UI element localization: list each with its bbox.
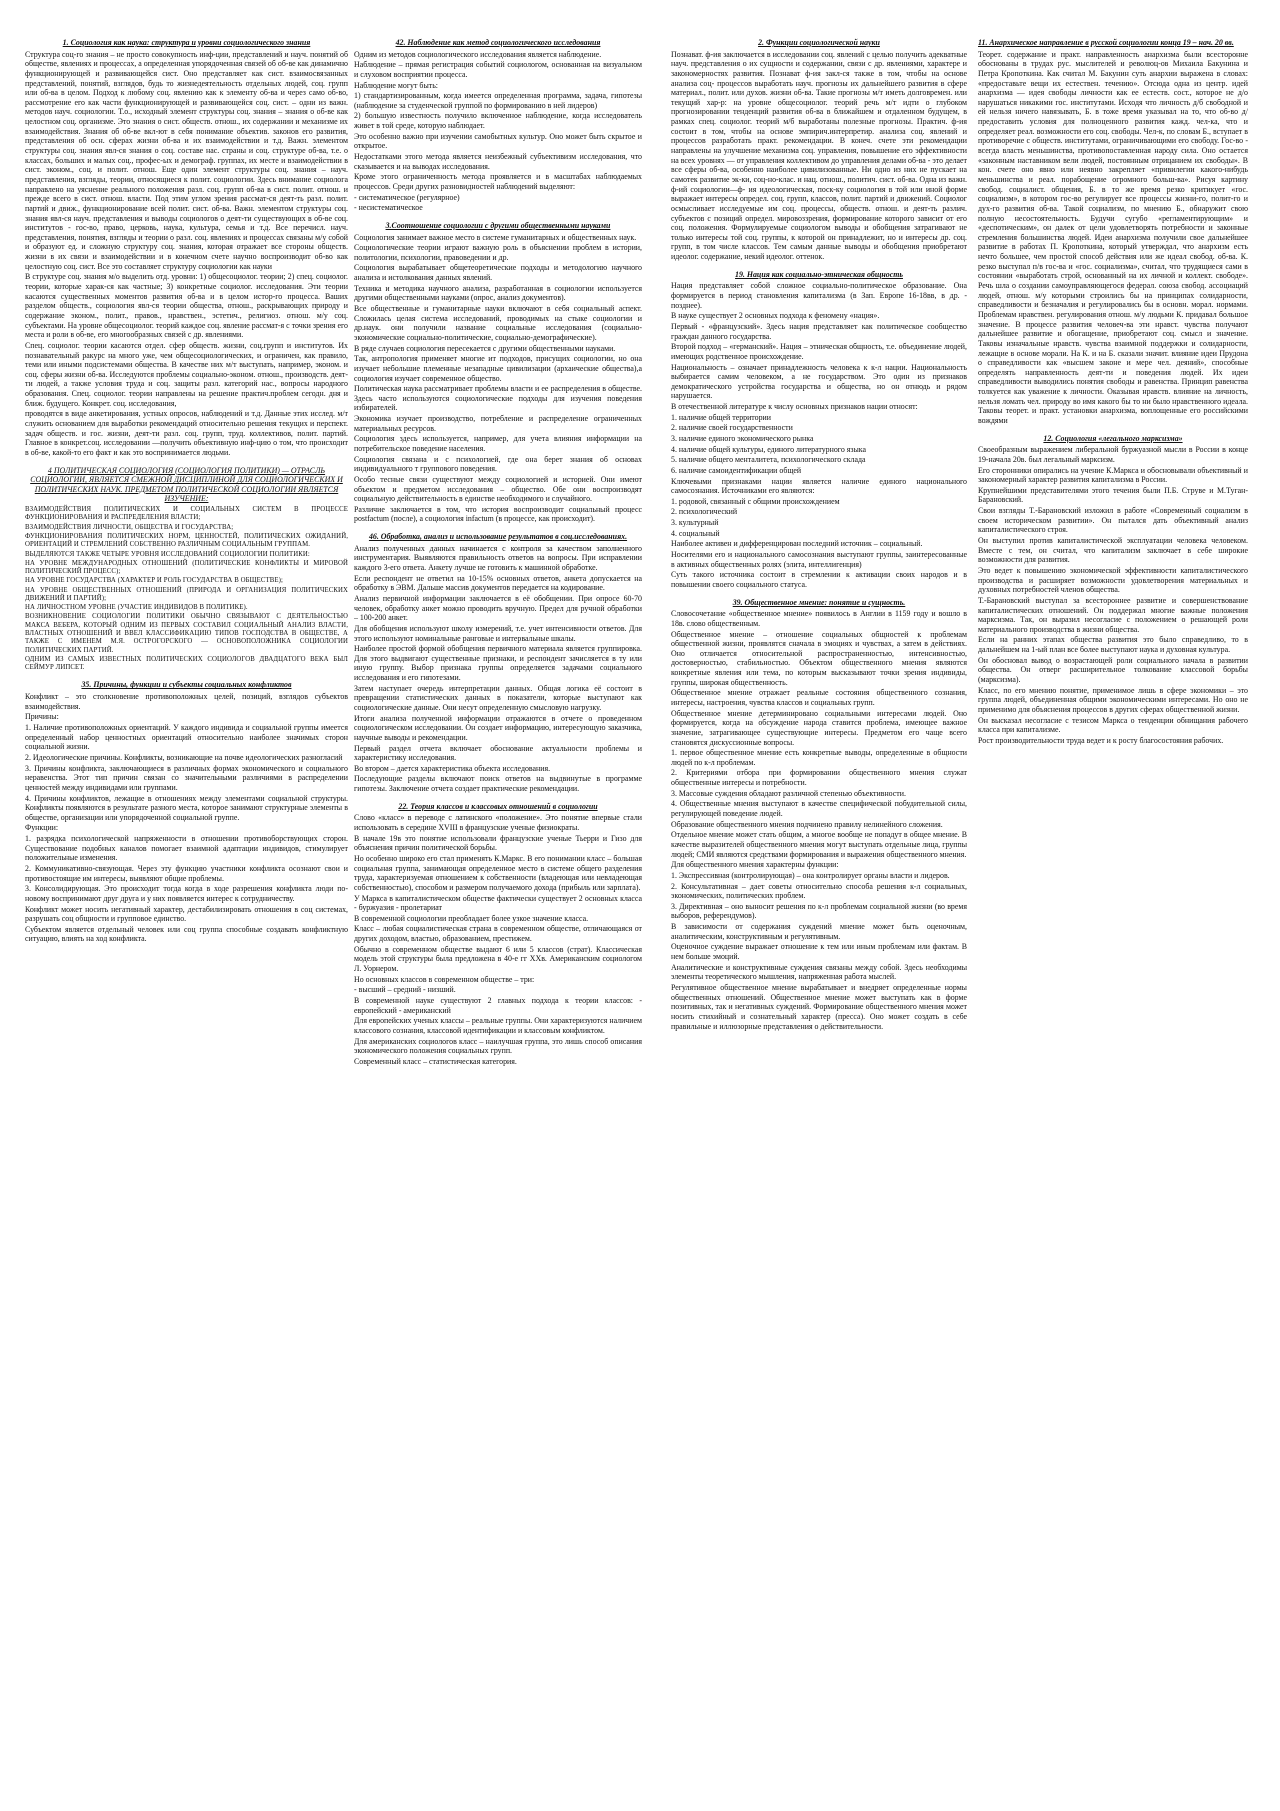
paragraph: Социология связана и с психологией, где она берет знания об основах индивидуального т группового поведения. bbox=[354, 454, 642, 474]
paragraph: Первый раздел отчета включает обоснование актуальности проблемы и характеристику исследования. bbox=[354, 743, 642, 763]
paragraph: Социология занимает важное место в системе гуманитарных и общественных наук. bbox=[354, 232, 637, 242]
paragraph: Но основных классов в современном обществе – три: bbox=[354, 974, 535, 984]
paragraph: В отечественной литературе к числу основных признаков нации относят: bbox=[671, 402, 918, 412]
section bbox=[25, 680, 348, 944]
paragraph: Класс, по его мнению понятие, применимое лишь в сфере экономики – это группа людей, объединенная общими экономическими интересами. Но оно не применимо для объяснения процессов в других сферах общественной жизни. bbox=[978, 685, 1248, 714]
section bbox=[354, 221, 642, 524]
paragraph: 2. Коммуникативно-связующая. Через эту функцию участники конфликта осознают свои и противостоящие им интересы, выявляют общие проблемы. bbox=[25, 863, 348, 883]
paragraph: Так, антропология применяет многие ит подходов, присущих социологии, но она изучает небольшие племенные незападные цивилизации (архаические общества),а социология изучает современное общество. bbox=[354, 354, 642, 383]
section bbox=[25, 466, 348, 673]
paragraph: Теорет. содержание и практ. направленность анархизма были всесторонне обоснованы в трудах рус. мыслителей и революц-ов Михаила Бакунина и Петра Кропоткина. Как считал М. Бакунин суть анархии выражена в словах: «предоставьте вещи их естествен. течению». Отсюда одна из центр. идей анархизма — идея свободы личности как ее естеств. сост., которое не д/о нарушаться никакими гос. институтами. Исходя что личность д/б свободной и ей нельзя ничего навязывать, Б. в тоже время указывал на то, что об-во д/ предоставить условия для полноценного развития кажд. чел-ка, что и определяет реал. возможности его соц. свободы. Чел-к, по словам Б., вступает в противоречие с обществ. институтами, ограничивающими его свободу. Гос-во - всегда власть меньшинства, противопоставленная народу сила. Оно остается «законным наставником вели людей, постоянным отрицанием их свободы». В кон. счете оно явно или неявно закрепляет «привилегии какого-нибудь меньшинства и реал. порабощение огромного больш-ва». Рисуя картину свобод. социалист. общения, Б. в то же время резко критикует «гос. социализм», в котором гос-во регулирует все процессы жизни-го, полит-го и дух-го развития об-ва. Такой социализм, по мнению Б., обнаружит свою полную несостоятельность. Будучи сугубо «регламентирующим» и «деспотическим», он далек от цели удовлетворять потребности и законные стремления большинства людей. Идеи анархизма получили свое дальнейшее развитие в работах П. Кропоткина, который утверждал, что анархизм есть нечто большее, чем простой способ действия или же идеал свобод. об-ва. К. резко выступал п/в гос-ва и «гос. социализма», считал, что трудящиеся сами в состоянии «выработать строй, основанный на их личной и коллект. свободе». Речь шла о создании самоуправляющегося федерал. союза свобод. ассоциаций людей, отнош. м/у которыми строились бы на принципах солидарности, справедливости и безначалия и регулировались бы в основн. морал. нормами. Проблемам нравствен. регулирования отнош. м/у людьми К. придавал большое значение. В процессе развития человеч-ва эти нравст. чувства получают дальнейшее развитие и обогащение, приобретают соц. смысл и значение. Таковы изначальные нравств. чувства взаимной поддержки и солидарности, лежащие в основе морали. На К. и на Б. сказали значит. влияние идеи Прудона о справедливости как «высшем законе и мере чел. деяний», способные определять направленность деят-ти и поведения людей. Их идеи справедливости выводились понятия свободы и равенства. Принцип равенства толкуется как уважение к личности. Оказывая нравств. влияние на личность, нельзя ломать чел. природу во имя какого бы то ни было нравственного идеала. Таковы теорет. и практ. установки анархизма, воплощенные его российскими вождями bbox=[978, 49, 1248, 425]
paragraph: Первый - «французский». Здесь нация представляет как политическое сообщество граждан данного государства. bbox=[671, 321, 967, 341]
paragraph: Если респондент не ответил на 10-15% основных ответов, анкета допускается на обработку в ЭВМ. Дальше массив документов передается на кодирование. bbox=[354, 573, 642, 593]
paragraph: ОДНИМ ИЗ САМЫХ ИЗВЕСТНЫХ ПОЛИТИЧЕСКИХ СОЦИОЛОГОВ ДВАДЦАТОГО ВЕКА БЫЛ СЕЙМУР ЛИПСЕТ. bbox=[25, 655, 348, 672]
paragraph: Социология вырабатывает общетеоретические подходы и методологию научного анализа и истолкования данных явлений. bbox=[354, 263, 642, 283]
paragraph: Общественное мнение – отношение социальных общностей к проблемам общественной жизни, проявлятся сначала в эмоциях и чувствах, а затем в действиях. Оно отличается относительной распространенностью, интенсивностью, достоверностью, стабильностью. Объектом общественного мнения являются конкретные явления или тема, по которым высказывают точки зрения индивиды, группы, широкая общественность. bbox=[671, 629, 967, 687]
section bbox=[25, 38, 348, 458]
section-heading: 4 ПОЛИТИЧЕСКАЯ СОЦИОЛОГИЯ (СОЦИОЛОГИЯ ПОЛИТИКИ) — ОТРАСЛЬ СОЦИОЛОГИИ, ЯВЛЯЕТСЯ СМЕЖНОЙ ДИСЦИПЛИНОЙ ДЛЯ СОЦИОЛОГИЧЕСКИХ И ПОЛИТИЧЕСКИХ НАУК. ПРЕДМЕТОМ ПОЛИТИЧЕСКОЙ СОЦИОЛОГИИ ЯВЛЯЕТСЯ ИЗУЧЕНИЕ: bbox=[30, 465, 343, 504]
paragraph: ВОЗНИКНОВЕНИЕ СОЦИОЛОГИИ ПОЛИТИКИ ОБЫЧНО СВЯЗЫВАЮТ С ДЕЯТЕЛЬНОСТЬЮ МАКСА ВЕБЕРА, КОТОРЫЙ ОДНИМ ИЗ ПЕРВЫХ СОСТАВИЛ СОЦИАЛЬНЫЙ АНАЛИЗ ВЛАСТИ, ВЛАСТНЫХ ОТНОШЕНИЙ И ВВЕЛ КЛАССИФИКАЦИЮ ТИПОВ ГОСПОДСТВА В ОБЩЕСТВЕ, А ТАКЖЕ С ИМЕНЕМ М.Я. ОСТРОГОРСКОГО — ОСНОВОПОЛОЖНИКА СОЦИОЛОГИИ ПОЛИТИЧЕСКИХ ПАРТИЙ. bbox=[25, 613, 348, 654]
paragraph: Если на ранних этапах общества развития это было справедливо, то в дальнейшем на 1-ый план все более выступают наука и духовная культура. bbox=[978, 635, 1248, 655]
paragraph: ФУНКЦИОНИРОВАНИЯ ПОЛИТИЧЕСКИХ НОРМ, ЦЕННОСТЕЙ, ПОЛИТИЧЕСКИХ ОЖИДАНИЙ, ОРИЕНТАЦИЙ И СТРЕМЛЕНИЙ СОБСТВЕННО РАЗЛИЧНЫМ СОЦИАЛЬНЫМ ГРУППАМ. bbox=[25, 532, 348, 549]
paragraph: Конфликт – это столкновение противоположных целей, позиций, взглядов субъектов взаимодействия. bbox=[25, 692, 348, 711]
paragraph: Во втором – дается характеристика объекта исследования. bbox=[354, 763, 551, 773]
section-heading: 11. Анархическое направление в русской социологии конца 19 – нач. 20 вв. bbox=[978, 38, 1234, 47]
paragraph: Кроме этого ограниченность метода проявляется и в масштабах наблюдаемых процессов. Среди других разновидностей наблюдений выделяют: bbox=[354, 172, 642, 191]
paragraph: Он высказал несогласие с тезисом Маркса о тенденции обнищания рабочего класса при капитализме. bbox=[978, 715, 1248, 735]
paragraph: Суть такого источника состоит в стремлении к активации своих народов и в повышении своего социального статуса. bbox=[671, 570, 967, 589]
paragraph: Для обобщения используют школу измерений, т.е. учет интенсивности ответов. Для этого используют номинальные ранговые и интервальные шкалы. bbox=[354, 623, 642, 643]
paragraph: Одним из методов социологического исследования является наблюдение. bbox=[354, 49, 602, 59]
paragraph: Все общественные и гуманитарные науки включают в себя социальный аспект. Сложилась целая система исследований, проводимых на стыке социологии и др.наук. они получили название социальные исследования (социально-экономические социально-политические, социально-демографические). bbox=[354, 304, 642, 342]
section-heading: 46. Обработка, анализ и использование результатов в соц.исследованиях. bbox=[368, 532, 628, 542]
paragraph: Нация представляет собой сложное социально-политическое образование. Она формируется в период становления капитализма (в Зап. Европе 16-18вв, в др. - позднее). bbox=[671, 281, 967, 310]
paragraph: ВЗАИМОДЕЙСТВИЯ ЛИЧНОСТИ, ОБЩЕСТВА И ГОСУДАРСТВА; bbox=[25, 523, 234, 531]
paragraph: Наблюдение – прямая регистрация событий социологом, основанная на визуальном и слуховом восприятии процесса. bbox=[354, 60, 642, 79]
paragraph: Для общественного мнения характерны функции: bbox=[671, 860, 839, 870]
paragraph: 6. наличие самоидентификации общей bbox=[671, 465, 802, 475]
paragraph: Особо тесные связи существуют между социологией и историей. Они имеют объектом и предметом исследования – общество. Обе они воспроизводят социальную действительность в единстве необходимого и случайного. bbox=[354, 474, 642, 504]
paragraph: 1. Экспрессивная (контролирующая) – она контролирует органы власти и лидеров. bbox=[671, 870, 950, 880]
paragraph: Оценочное суждение выражает отношение к тем или иным проблемам или фактам. В нем больше эмоций. bbox=[671, 942, 967, 962]
paragraph: Но особенно широко его стал применять К.Маркс. В его понимании класс – большая социальная группа, занимающая определенное место в системе общего разделения труда, характеризуемая отношением к собственности (владеющая или невладеющая собственностью), способом и размером получаемого дохода (прибыль или зарплата). bbox=[354, 853, 642, 892]
paragraph: 2. наличие своей государственности bbox=[671, 423, 793, 433]
paragraph: Второй подход – «германский». Нация – этническая общность, т.е. объединение людей, имеющих родственное происхождение. bbox=[671, 342, 967, 361]
paragraph: В начале 19в это понятие использовали французские ученые Тьерри и Гизо для объяснения причин политической борьбы. bbox=[354, 833, 642, 853]
paragraph: Общественное мнение отражает реальные состояния общественного сознания, интересы, настроения, чувства классов и социальных групп. bbox=[671, 688, 967, 707]
paragraph: 2. Критериями отбора при формировании общественного мнения служат общественные интересы и потребности. bbox=[671, 768, 967, 788]
section bbox=[671, 270, 967, 590]
paragraph: Ключевыми признаками нации является наличие единого национального самосознания. Источниками его являются: bbox=[671, 476, 967, 496]
paragraph: Конфликт может носить негативный характер, дестабилизировать отношения в соц системах, разрушать соц общности и групповое единство. bbox=[25, 904, 348, 924]
paragraph: Его сторонники опирались на учение К.Маркса и обосновывали объективный и закономерный характер развития капитализма в России. bbox=[978, 465, 1248, 485]
paragraph: Экономика изучает производство, потребление и распределение ограниченных материальных ресурсов. bbox=[354, 414, 642, 433]
column-4 bbox=[978, 38, 1248, 1358]
section-heading: 2. Функции социологической науки bbox=[758, 38, 880, 47]
paragraph: Регулятивное общественное мнение вырабатывает и внедряет определенные нормы общественных отношений. Общественное мнение может выступать как в форме позитивных, так и негативных суждений. Формирование общественного мнения может носить стихийный и сознательный характер (пресса). Оно может создать в себе правильные и иллюзорные представления о действительности. bbox=[671, 982, 967, 1031]
paragraph: Структура соц-го знания – не просто совокупность инф-ции, представлений и науч. понятий об обществе, явлениях и процессах, а определенная упорядоченная связей об об-ве как динамично функционирующей и развивающейся сист. Оно представляет как сист. взаимосвязанных представлений, понятий, взглядов, будь то жизнедеятельность отдельных людей, соц. групп или об-ва в целом. Подход к любому соц. явлению как к элементу об-ва и через само об-во, рассмотрение его как части функционирующей и развивающейся соц. сист. – одни из важн. методов науч. социологии. Т.о., исходный элемент структуры соц. знания – знания о об-ве как целостном соц. организме. Это знания о сист. обществ. отнош., их содержании и механизме их взаимодействия. Знания об об-ве вкл-ют в себя понимание объектив. законов его развития, представления об осн. сферах жизни об-ва и их взаимодействии и т.д. Важн. элементом структуры соц. знания явл-ся знания о соц. составе нас. страны и соц. структуре об-ва, т.е. о классах, больших и малых соц., профес-ых и демограф. группах, их месте и взаимодействии в сист. эконом., соц. и полит. отнош. Еще один элемент структуры соц. знания – науч. представления, взгляды, теории, относящиеся к полит. социологии. Здесь внимание социолога направлено на уяснение реального положения разл. соц. групп об-ва в сист. полит. отнош. и прежде всего в сист. отнош. власти. Под этим углом зрения рассмат-ся деят-ть разл. полит. партий и движ., функционирование всей полит. сист. об-ва. Важн. элементом структуры соц. знания явл-ся науч. представления и выводы социологов о деят-ти существующих в об-ве соц. институтов - гос-во, право, церковь, наука, культура, семья и т.д. Все перечисл. науч. представления, понятия, взгляды и теории о разл. соц. явлениях и процессах связаны м/у собой и образуют ед. и сложную структуру соц. знания, которая отражает все стороны обществ. жизни в их связи и взаимодействии и в конечном счете научно воспроизводит об-во как целостную соц. сист. Все это составляет структуру социологии как науки bbox=[25, 49, 348, 271]
paragraph: 1. наличие общей территории bbox=[671, 412, 771, 422]
paragraph: Наиболее простой формой обобщения первичного материала является группировка. Для этого выдвигают существенные признаки, и респондент зачисляется в ту или иную группу. Выбор признака группы определяется задачами социального исследования и его гипотезами. bbox=[354, 644, 642, 683]
section bbox=[354, 532, 642, 794]
paragraph: Обычно в современном обществе выдают 6 или 5 классов (страт). Классическая модель этой структуры была предложена в 40-е гг XXв. Американским социологом Л. Уорнером. bbox=[354, 944, 642, 974]
paragraph: Наблюдение могут быть: bbox=[354, 80, 438, 90]
paragraph: Отдельное мнение может стать общим, а многое вообще не попадут в общее мнение. В качестве выразителей общественного мнения могут выступать отдельные лица, группы людей; СМИ являются средствами формирования и выражения общественного мнения. bbox=[671, 830, 967, 859]
section bbox=[354, 38, 642, 213]
paragraph: Спец. социолог. теории касаются отдел. сфер обществ. жизни, соц.групп и институтов. Их познавательный ракурс на много уже, чем общесоциологических, и ограничен, как правило, теми или иными подсистемами общества. В качестве них м/т выступать, например, эконом. и соц. сферы жизни об-ва. Исследуются проблемы социально-эконом. отнош., производств. деят-ти людей, а также условия труда и соц. защиты разл. категорий нас., вопросы народного образования. Спец. социолог. теории направлены на решение практич.проблем сегодн. дня и ближ. будущего. Конкрет. соц. исследования, bbox=[25, 340, 348, 408]
paragraph: Слово «класс» в переводе с латинского «положение». Это понятие впервые стали использовать в середине XVIII в французские ученые физиократы. bbox=[354, 813, 642, 833]
paragraph: Это особенно важно при изучении самобытных культур. Оно может быть скрытое и открытое. bbox=[354, 131, 642, 151]
paragraph: Политическая наука рассматривает проблемы власти и ее распределения в обществе. Здесь часто используются социологические подходы для изучения поведения избирателей. bbox=[354, 384, 642, 413]
paragraph: В современной науке существуют 2 главных подхода к теории классов: - европейский - американский bbox=[354, 995, 642, 1015]
paragraph: В зависимости от содержания суждений мнение может быть оценочным, аналитическим, конструктивным и регулятивным. bbox=[671, 922, 967, 941]
paragraph: Он выступил против капиталистической эксплуатации человека человеком. Вместе с тем, он считал, что капитализм заключает в себе широкие возможности для развития. bbox=[978, 536, 1248, 565]
paragraph: Недостатками этого метода является неизбежный субъективизм исследования, что сказывается и на выводах исследования. bbox=[354, 152, 642, 171]
column-1 bbox=[25, 38, 348, 1738]
paragraph: 4. Причины конфликтов, лежащие в отношениях между элементами социальной структуры. Конфликты появляются в результате разного места, которое занимают структурные элементы в обществе, организации или упорядоченной социальной группе. bbox=[25, 793, 348, 822]
paragraph: ВЗАИМОДЕЙСТВИЯ ПОЛИТИЧЕСКИХ И СОЦИАЛЬНЫХ СИСТЕМ В ПРОЦЕССЕ ФУНКЦИОНИРОВАНИЯ И РАСПРЕДЕЛЕНИЯ ВЛАСТИ; bbox=[25, 506, 348, 522]
paragraph: Социологические теории играют важную роль в объяснении проблем в истории, политологии, психологии, правоведении и др. bbox=[354, 243, 642, 262]
paragraph: В ряде случаев социология пересекается с другими общественными науками. bbox=[354, 343, 616, 353]
paragraph: Техника и методика научного анализа, разработанная в социологии используется другими общественными науками (опрос, анализ документов). bbox=[354, 283, 642, 303]
paragraph: 2. Идеологические причины. Конфликты, возникающие на почве идеологических разногласий bbox=[25, 752, 343, 762]
paragraph: Анализ первичной информации заключается в её обобщении. При опросе 60-70 человек, обработку анкет можно проводить вручную. Предел для ручной обработки – 100-200 анкет. bbox=[354, 593, 642, 623]
paragraph: Итоги анализа полученной информации отражаются в отчете о проведенном социологическом исследовании. Он создает информацию, интересующую заказчика, научные выводы и рекомендации. bbox=[354, 713, 642, 742]
paragraph: 2. Консультативная – дает советы относительно способа решения к-л социальных, экономических, политических проблем. bbox=[671, 881, 967, 901]
section-heading: 39. Общественное мнение: понятие и сущность. bbox=[732, 597, 906, 607]
paragraph: Словосочетание «общественное мнение» появилось в Англии в 1159 году и вошло в 18в. слово общественным. bbox=[671, 609, 967, 628]
paragraph: НА УРОВНЕ МЕЖДУНАРОДНЫХ ОТНОШЕНИЙ (ПОЛИТИЧЕСКИЕ КОНФЛИКТЫ И МИРОВОЙ ПОЛИТИЧЕСКИЙ ПРОЦЕСС); bbox=[25, 559, 348, 576]
paragraph: 1) стандартизированным, когда имеется определенная программа, задача, гипотезы (наблюдение за студенческой группой по формированию в ней лидеров) bbox=[354, 91, 642, 110]
paragraph: 4. Общественные мнения выступают в качестве специфической побудительной силы, регулирующей поведение людей. bbox=[671, 799, 967, 819]
section bbox=[978, 38, 1248, 426]
paragraph: Для европейских ученых классы – реальные группы. Они характеризуются наличием классового сознания, классовой идентификации и классовым конфликтом. bbox=[354, 1016, 642, 1035]
section bbox=[671, 38, 967, 262]
paragraph: НА ЛИЧНОСТНОМ УРОВНЕ (УЧАСТИЕ ИНДИВИДОВ В ПОЛИТИКЕ). bbox=[25, 604, 248, 612]
paragraph: Общественное мнение детерминировано социальными интересами людей. Оно формируется, когда на обсуждение народа ставится проблема, имеющее важное значение, затрагивающее существующие интересы. Предметом его чаще всего становятся дискуссионные вопросы. bbox=[671, 708, 967, 747]
paragraph: Последующие разделы включают поиск ответов на выдвинутые в программе гипотезы. Заключение отчета создает практические рекомендации. bbox=[354, 774, 642, 794]
paragraph: Он обосновал вывод о возрастающей роли социального начала в развитии общества. Он отверг расширительное толкование классовой борьбы (марксизма). bbox=[978, 655, 1248, 684]
paragraph: Наиболее активен и дифференцирован последний источник – социальный. bbox=[671, 539, 923, 549]
paragraph: Субъектом является отдельный человек или соц группа способные создавать конфликтную ситуацию, влиять на ход конфликта. bbox=[25, 924, 348, 944]
paragraph: - высший – средний - низший. bbox=[354, 985, 456, 995]
paragraph: Национальность – означает принадлежность человека к к-л нации. Национальность выбирается самим человеком, а не государством. Это один из признаков демократического устройства государства и общества, но он отнюдь и рядом нарушается. bbox=[671, 362, 967, 401]
paragraph: Класс – любая социалистическая страна в современном обществе, отличающаяся от других доходом, властью, образованием, престижем. bbox=[354, 924, 642, 944]
paragraph: проводятся в виде анкетирования, устных опросов, наблюдений и т.д. Данные этих исслед. м/т служить основанием для выработки рекомендаций относительно решения текущих и перспект. задач обществ. и гос. жизни, деят-ти разл. соц. групп, труд. коллективов, полит. партий. Главное в конкрет.соц. исследовании —получить объективную инф-цию о том, что происходит в об-ве, какой-то его факт и как это воспринимается людьми. bbox=[25, 409, 348, 457]
paragraph: ВЫДЕЛЯЮТСЯ ТАКЖЕ ЧЕТЫРЕ УРОВНЯ ИССЛЕДОВАНИЙ СОЦИОЛОГИИ ПОЛИТИКИ: bbox=[25, 550, 310, 558]
paragraph: Образование общественного мнения подчинено правилу нелинейного сложения. bbox=[671, 819, 943, 829]
paragraph: 5. наличие общего менталитета, психологического склада bbox=[671, 455, 866, 465]
section-heading: 35. Причины, функции и субъекты социальных конфликтов bbox=[81, 680, 292, 690]
section-heading: 3.Соотношение социологии с другими общественными науками bbox=[385, 220, 611, 230]
paragraph: 3. Массовые суждения обладают различной степенью объективности. bbox=[671, 788, 906, 798]
paragraph: 1. первое общественное мнение есть конкретные выводы, определенные в общности людей по к-л проблемам. bbox=[671, 748, 967, 767]
section-heading: 22. Теория классов и классовых отношений в социологии bbox=[398, 801, 598, 811]
paragraph: Аналитические и конструктивные суждения связаны между собой. Здесь необходимы элементы теоретического мышления, напряженная работа мыслей. bbox=[671, 962, 967, 982]
paragraph: 1. разрядка психологической напряженности в отношении противоборствующих сторон. Существование подобных каналов помогает взаимной адаптации индивидов, стимулирует положительные изменения. bbox=[25, 834, 348, 863]
paragraph: 3. культурный bbox=[671, 518, 719, 528]
section bbox=[671, 598, 967, 1032]
paragraph: 1. родовой, связанный с общими происхождением bbox=[671, 496, 840, 506]
paragraph: В науке существует 2 основных подхода к феномену «нация». bbox=[671, 311, 880, 321]
paragraph: 2) большую известность получило включенное наблюдение, когда исследователь живет в той среде, которую наблюдает. bbox=[354, 111, 642, 131]
paragraph: Современный класс – статистическая категория. bbox=[354, 1056, 517, 1066]
paragraph: 3. Причины конфликта, заключающиеся в различных формах экономического и социального неравенства. Этот тип причин связан со значительными различиями в распределении ценностей между индивидами или группами. bbox=[25, 763, 348, 792]
paragraph: Затем наступает очередь интерпретации данных. Общая логика её состоит в превращении статистических данных в показатели, которые выступают как социологические данные. Они несут определенную смысловую нагрузку. bbox=[354, 683, 642, 712]
paragraph: Функции: bbox=[25, 823, 59, 833]
section-heading: 19. Нация как социально-этническая общность bbox=[735, 269, 903, 279]
paragraph: 2. психологический bbox=[671, 507, 738, 517]
section bbox=[978, 434, 1248, 746]
paragraph: Анализ полученных данных начинается с контроля за качеством заполненного инструментария. Выявляются правильность ответов на вопросы. При исправлении каждого 3-его ответа. Анкету лучше не готовить к машинной обработке. bbox=[354, 543, 642, 573]
paragraph: 3. Директивная – оно выносит решения по к-л проблемам социальной жизни (во время выборов, референдумов). bbox=[671, 901, 967, 921]
paragraph: У Маркса в капиталистическом обществе фактически существует 2 основных класса - буржуазия - пролетариат bbox=[354, 893, 642, 913]
paragraph: НА УРОВНЕ ГОСУДАРСТВА (ХАРАКТЕР И РОЛЬ ГОСУДАРСТВА В ОБЩЕСТВЕ); bbox=[25, 577, 283, 585]
paragraph: 3. наличие единого экономического рынка bbox=[671, 433, 814, 443]
section-heading: 1. Социология как наука: структура и уровни социологического знания bbox=[62, 38, 311, 47]
paragraph: 4. наличие общей культуры, единого литературного языка bbox=[671, 444, 867, 454]
column-2 bbox=[354, 38, 642, 1738]
paragraph: 4. социальный bbox=[671, 528, 720, 538]
paragraph: Рост производительности труда ведет и к росту благосостояния рабочих. bbox=[978, 735, 1224, 745]
paragraph: Причины: bbox=[25, 712, 59, 722]
paragraph: В современной социологии преобладает более узкое значение класса. bbox=[354, 913, 589, 923]
paragraph: В структуре соц. знания м/о выделить отд. уровни: 1) общесоциолог. теории; 2) спец. социолог. теории, которые харак-ся как частные; 3) конкретные социолог. исследования. Эти теории касаются существенных моментов развития об-ва и в целом истор-го процесса. Ваших разделом обществ., социология явл-ся теории общества, отнош., раскрывающих природу и содержание эконом., полит., правов., нравствен., эстетич., религиоз. отнош. м/у соц. субъектами. На уровне общесоциолог. теорий каждое соц. явление рассмат-я с точки зрения его места и роли в об-ве, его многообразных связей с др. явлениями. bbox=[25, 272, 348, 340]
paragraph: Различие заключается в том, что история воспроизводит социальный процесс postfactum (после), а социология infactum (в процессе, как происходит). bbox=[354, 504, 642, 524]
paragraph: Это ведет к повышению экономической эффективности капиталистического производства и расширяет возможности удовлетворения материальных и духовных потребностей членов общества. bbox=[978, 565, 1248, 595]
paragraph: Социология здесь используется, например, для учета влияния информации на потребительское поведение населения. bbox=[354, 434, 642, 453]
section-heading: 42. Наблюдение как метод социологического исследования bbox=[395, 38, 601, 47]
paragraph: Познават. ф-ия заключается в исследовании соц. явлений с целью получить адекватные науч. представления о их сущности и содержании, связи с др. явлениями, характере и закономерностях развития. Познават ф-ия закл-ся также в том, чтобы на основе анализа соц- процессов выработать науч. прогнозы их дальнейшего развития в сфере материал., полит. или духов. жизни об-ва. Такие прогнозы м/т иметь долговремен. или текущий хар-р: на уровне общесоциолог. теорий речь м/т идти о глубоком прогнозировании тенденций развития об-ва в ближайшем и отдаленном будущем, в рамках спец. социолог. теорий м/б выработаны полезные прогнозы. Практич. ф-ия состоит в том, чтобы на основе эмпирич.интерпретир. анализа соц. явлений и процессов разработать практ. рекомендации. В конеч. счете эти рекомендации направлены на улучшение механизма соц. управления, повышение его эффективности на всех уровнях — от управления коллективом до управления делами об-ва - это делает все сферы об-ва, особенно наиболее цивилизованные. Ни одно из них не пускает на самотек развитие эк-ки, соц-но-клас. и нац. отнош., политич. сист. об-ва. Одна из важн. ф-ий социологии—ф- ия идеологическая, поск-ку социология в той или иной форме выражает интересы определ. соц. групп, классов, полит. партий и движений. Социолог осмысливает исследуемые им соц. процессы, обществ. отнош. и деят-ть различ. субъектов с позиций определ. мировоззрения, формирование которого зависит от его соц. положения. Формулируемые социологом выводы и обобщения затрагивают не только интересы той соц. группы, к которой он принадлежит, но и интересы др. соц. групп, в том числе классов. Тем самым данные выводы и обобщения приобретают идеолог. содержание, некий идеолог. оттенок. bbox=[671, 49, 967, 262]
column-3 bbox=[671, 38, 967, 1738]
paragraph: Крупнейшими представителями этого течения были П.Б. Струве и М.Туган-Барановский. bbox=[978, 485, 1248, 505]
paragraph: Т.-Барановский выступал за всестороннее развитие и совершенствование капиталистических отношений. Он поддержал многие важные положения марксизма. Так, он выразил несогласие с положением о решающей роли материального производства в жизни общества. bbox=[978, 595, 1248, 634]
paragraph: Своеобразным выражением либеральной буржуазной мысли в России в конце 19-начала 20в. был легальный марксизм. bbox=[978, 445, 1248, 464]
section bbox=[354, 802, 642, 1067]
section-heading: 12. Социология «легального марксизма» bbox=[1043, 433, 1183, 443]
paragraph: Свои взгляды Т.-Барановский изложил в работе «Современный социализм в своем историческом развитии». Он пытался дать объективный анализ капиталистического строя. bbox=[978, 506, 1248, 535]
paragraph: - несистематическое bbox=[354, 203, 423, 213]
paragraph: - систематическое (регулярное) bbox=[354, 192, 460, 202]
paragraph: 1. Наличие противоположных ориентаций. У каждого индивида и социальной группы имеется определенный набор ценностных ориентаций относительно наиболее значимых сторон социальной жизни. bbox=[25, 723, 348, 752]
paragraph: Для американских социологов класс – наилучшая группа, это лишь способ описания экономического положения социальных групп. bbox=[354, 1036, 642, 1056]
paragraph: Носителями его и национального самосознания выступают группы, заинтересованные в активных общественных ролях (элита, интеллигенция) bbox=[671, 550, 967, 569]
paragraph: НА УРОВНЕ ОБЩЕСТВЕННЫХ ОТНОШЕНИЙ (ПРИРОДА И ОРГАНИЗАЦИЯ ПОЛИТИЧЕСКИХ ДВИЖЕНИЙ И ПАРТИЙ); bbox=[25, 586, 348, 602]
paragraph: 3. Консолидирующая. Это происходит тогда когда в ходе разрешения конфликта люди по-новому воспринимают друг друга и у них появляется интерес к сотрудничеству. bbox=[25, 884, 348, 903]
